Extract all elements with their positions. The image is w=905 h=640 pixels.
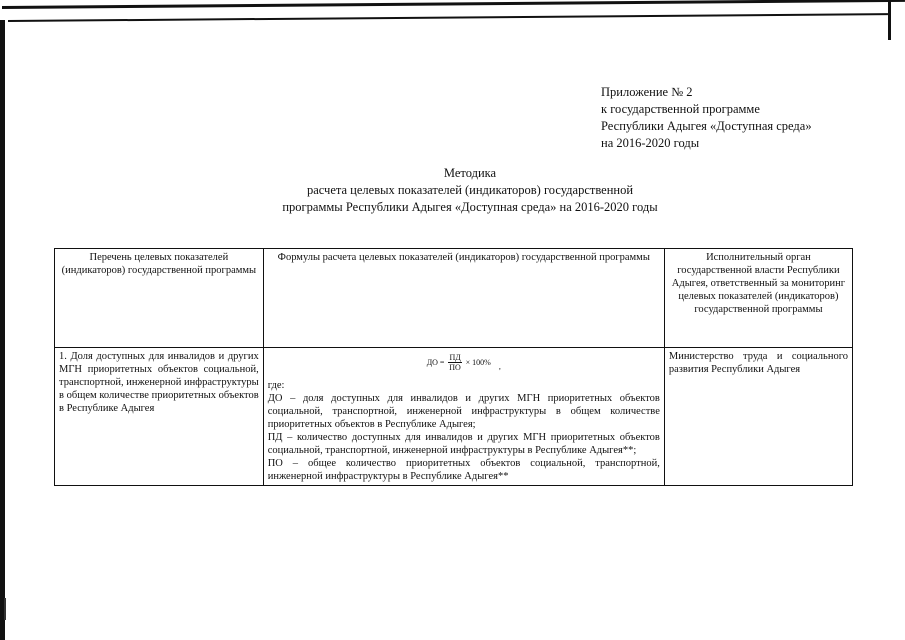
formula-rhs: × 100% — [465, 358, 491, 367]
indicator-cell — [55, 348, 264, 486]
formula-numerator: ПД — [449, 353, 461, 362]
title-line-3: программы Республики Адыгея «Доступная среда» на 2016-2020 годы — [282, 200, 658, 214]
scan-right-edge — [888, 0, 891, 40]
title-line-2: расчета целевых показателей (индикаторов) государственной — [306, 183, 634, 197]
table-header-row — [55, 249, 853, 348]
definition-pd: ПД – количество доступных для инвалидов и других МГН приоритетных объектов социальной, транспортной, инженерной инфраструктуры в Республике Адыгея**; — [267, 432, 660, 456]
header-indicators: Перечень целевых показателей (индикаторов) государственной программы — [55, 249, 264, 348]
header-responsible-body: Исполнительный орган государственной власти Республики Адыгея, ответственный за мониторинг целевых показателей (индикаторов) государственной программы — [664, 249, 852, 348]
formula-cell — [263, 348, 664, 486]
formula-definitions — [268, 379, 660, 483]
appendix-program-name: Республики Адыгея «Доступная среда» — [601, 119, 812, 133]
formula — [268, 352, 660, 373]
scan-left-edge — [0, 20, 5, 640]
indicator-text: 1. Доля доступных для инвалидов и других МГН приоритетных объектов социальной, транспортной, инженерной инфраструктуры в общем количестве приоритетных объектов в Республике Адыгея — [59, 351, 259, 414]
header-formulas: Формулы расчета целевых показателей (индикаторов) государственной программы — [263, 249, 664, 348]
scan-artifact — [4, 598, 6, 620]
responsible-body-text: Министерство труда и социального развития Республики Адыгея — [668, 351, 848, 375]
document-title — [150, 165, 790, 216]
appendix-header — [601, 84, 812, 152]
appendix-years: на 2016-2020 годы — [601, 136, 700, 150]
appendix-ref-line: к государственной программе — [601, 102, 760, 116]
appendix-number: Приложение № 2 — [601, 85, 693, 99]
indicators-table — [54, 248, 853, 486]
responsible-cell — [664, 348, 852, 486]
formula-fraction — [448, 353, 461, 372]
definitions-where: где: — [267, 380, 285, 391]
definition-do: ДО – доля доступных для инвалидов и других МГН приоритетных объектов социальной, транспортной, инженерной инфраструктуры в общем количестве приоритетных объектов в Республике Адыгея; — [267, 393, 660, 430]
formula-denominator: ПО — [449, 363, 461, 372]
definition-po: ПО – общее количество приоритетных объектов социальной, транспортной, инженерной инфраструктуры в Республике Адыгея** — [267, 458, 660, 482]
table-row — [55, 348, 853, 486]
formula-trailing-comma: , — [498, 362, 501, 371]
formula-lhs: ДО = — [426, 358, 445, 367]
title-line-1: Методика — [443, 166, 497, 180]
